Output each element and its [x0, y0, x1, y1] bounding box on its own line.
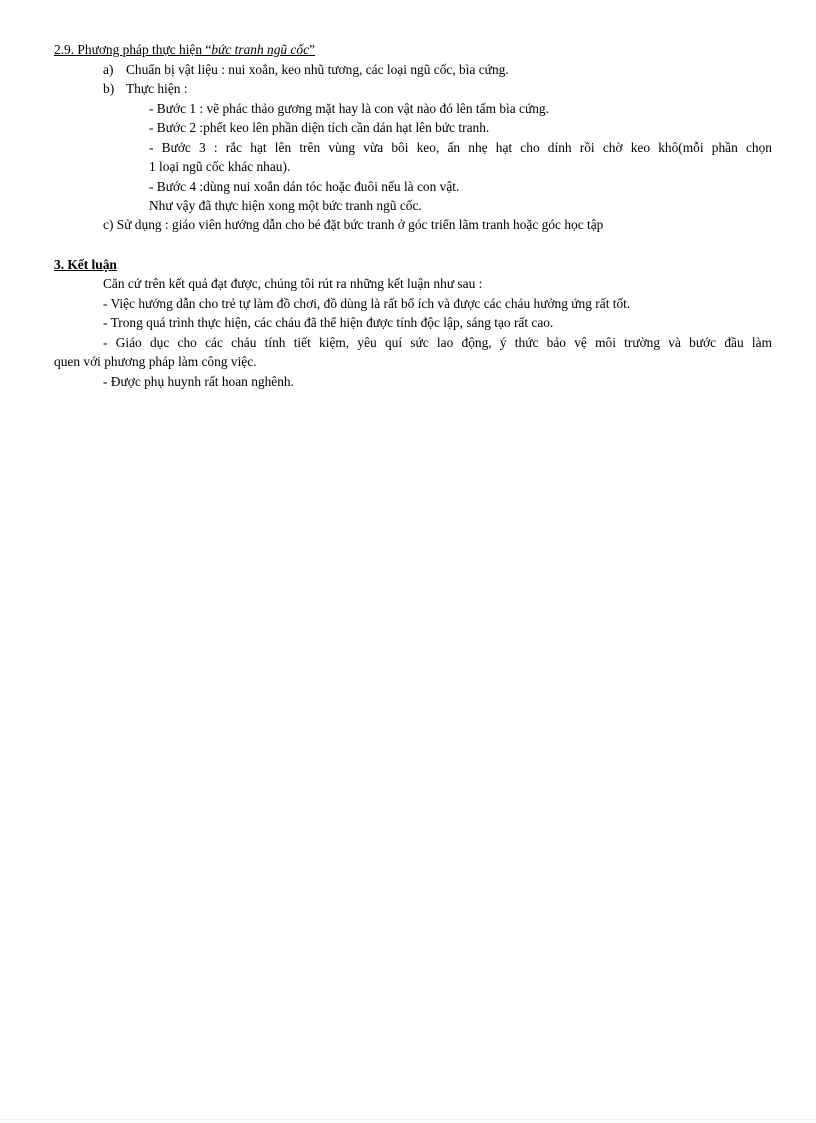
conclusion-point-2: - Trong quá trình thực hiện, các cháu đã thể hiện được tính độc lập, sáng tạo rất cao.: [103, 315, 554, 330]
item-b-marker: b): [103, 81, 115, 96]
section-2-9-heading-title: bức tranh ngũ cốc: [211, 42, 310, 57]
step-4: - Bước 4 :dùng nui xoắn dán tóc hoặc đuôi nếu là con vật.: [149, 179, 460, 194]
section-3-heading: 3. Kết luận: [54, 257, 117, 272]
page-bottom-edge: [0, 1119, 816, 1120]
step-2: - Bước 2 :phết keo lên phần diện tích cần dán hạt lên bức tranh.: [149, 120, 490, 135]
section-2-9-heading-prefix: 2.9. Phương pháp thực hiện “: [54, 42, 212, 57]
step-1: - Bước 1 : vẽ phác thảo gương mặt hay là con vật nào đó lên tấm bìa cứng.: [149, 101, 549, 116]
step-3-line-2: 1 loại ngũ cốc khác nhau).: [149, 159, 291, 174]
step-3-line-1: - Bước 3 : rắc hạt lên trên vùng vừa bôi keo, ấn nhẹ hạt cho dính rồi chờ keo khô(mỗi phần chọn: [149, 140, 772, 155]
conclusion-point-4: - Được phụ huynh rất hoan nghênh.: [103, 374, 294, 389]
conclusion-intro: Căn cứ trên kết quả đạt được, chúng tôi rút ra những kết luận như sau :: [103, 276, 483, 291]
conclusion-point-3-line-2: quen với phương pháp làm công việc.: [54, 354, 257, 369]
finish-text: Như vậy đã thực hiện xong một bức tranh ngũ cốc.: [149, 198, 422, 213]
section-2-9-heading: [54, 40, 315, 59]
item-a-text: Chuẩn bị vật liệu : nui xoắn, keo nhũ tương, các loại ngũ cốc, bìa cứng.: [126, 62, 509, 77]
item-a-marker: a): [103, 62, 114, 77]
conclusion-point-1: - Việc hướng dẫn cho trẻ tự làm đồ chơi, đồ dùng là rất bổ ích và được các cháu hưởng ứng rất tốt.: [103, 296, 631, 311]
section-2-9-heading-suffix: ”: [309, 42, 315, 57]
conclusion-point-3-line-1: - Giáo dục cho các cháu tính tiết kiệm, yêu quí sức lao động, ý thức bảo vệ môi trường và bước đầu làm: [103, 335, 772, 350]
item-b-text: Thực hiện :: [126, 81, 188, 96]
item-c-text: c) Sử dụng : giáo viên hướng dẫn cho bé đặt bức tranh ở góc triển lãm tranh hoặc góc học tập: [103, 217, 604, 232]
